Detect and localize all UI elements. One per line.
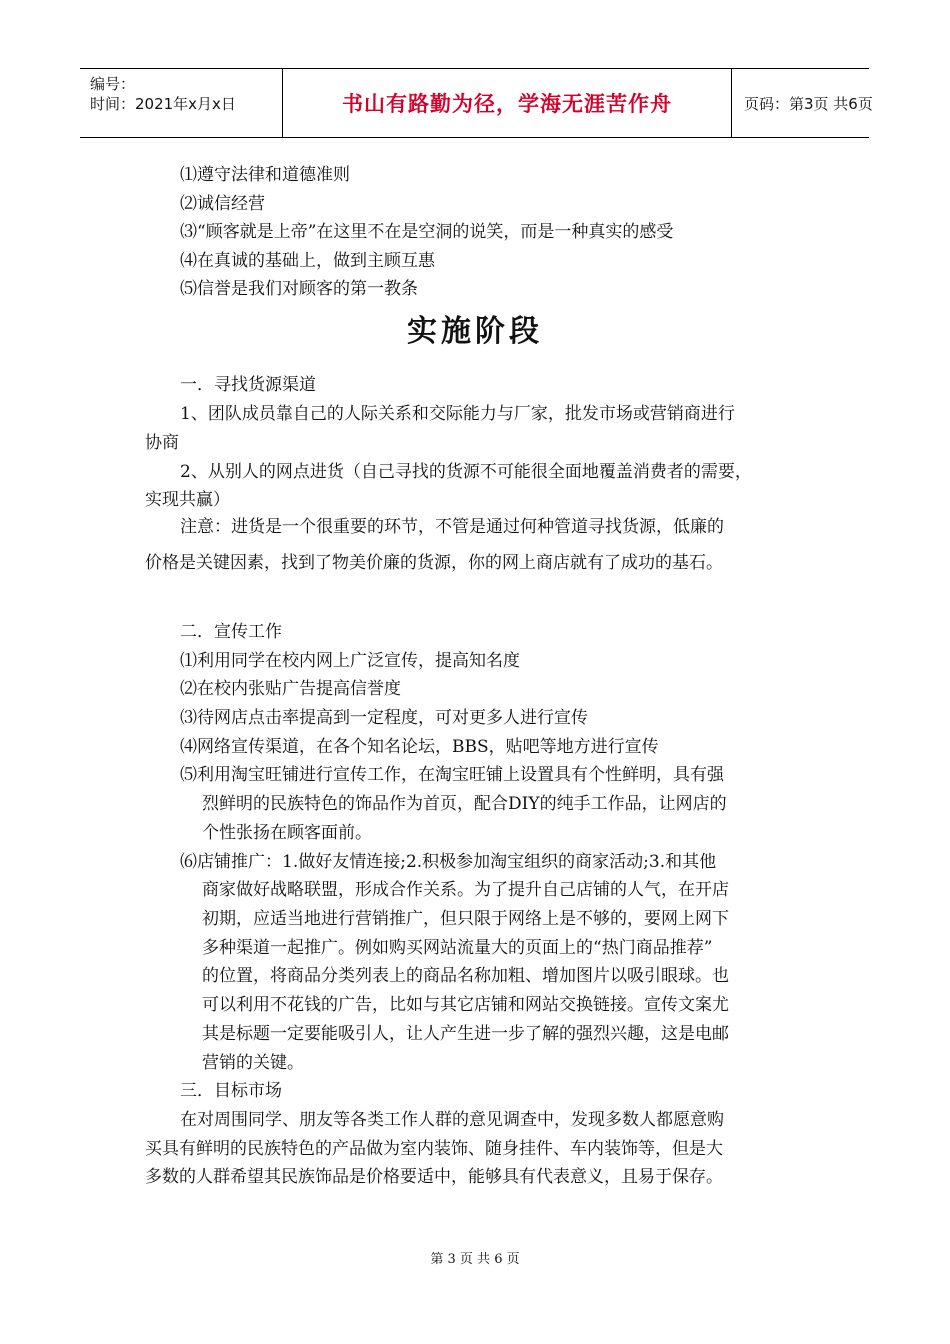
paragraph-line: 多数的人群希望其民族饰品是价格要适中，能够具有代表意义，且易于保存。 [145, 1167, 723, 1187]
principle-item: ⑴遵守法律和道德准则 [180, 165, 350, 185]
paragraph-line: 实现共赢） [145, 490, 230, 510]
list-item-cont: 商家做好战略联盟，形成合作关系。为了提升自己店铺的人气，在开店 [202, 880, 729, 900]
principle-item: ⑵诚信经营 [180, 194, 265, 214]
heading-target-market: 三．目标市场 [180, 1081, 282, 1101]
list-item-cont: 其是标题一定要能吸引人，让人产生进一步了解的强烈兴趣，这是电邮 [202, 1024, 729, 1044]
list-item-cont: 可以利用不花钱的广告，比如与其它店铺和网站交换链接。宣传文案尤 [202, 995, 729, 1015]
list-item-cont: 初期，应适当地进行营销推广，但只限于网络上是不够的，要网上网下 [202, 909, 729, 929]
list-item: ⑴利用同学在校内网上广泛宣传，提高知名度 [180, 651, 520, 671]
header-page-info: 页码：第3页 共6页 [744, 94, 873, 113]
list-item: ⑶待网店点击率提高到一定程度，可对更多人进行宣传 [180, 708, 588, 728]
section-title: 实施阶段 [407, 314, 543, 349]
list-item: ⑸利用淘宝旺铺进行宣传工作，在淘宝旺铺上设置具有个性鲜明，具有强 [180, 765, 724, 785]
paragraph-line: 1、团队成员靠自己的人际关系和交际能力与厂家，批发市场或营销商进行 [180, 404, 735, 424]
list-item-cont: 多种渠道一起推广。例如购买网站流量大的页面上的“热门商品推荐” [202, 938, 713, 958]
note-line: 注意：进货是一个很重要的环节，不管是通过何种管道寻找货源，低廉的 [180, 517, 724, 537]
principle-item: ⑸信誉是我们对顾客的第一教条 [180, 279, 418, 299]
doc-number-label: 编号： [90, 75, 136, 93]
list-item: ⑵在校内张贴广告提高信誉度 [180, 679, 401, 699]
list-item-cont: 的位置，将商品分类列表上的商品名称加粗、增加图片以吸引眼球。也 [202, 966, 729, 986]
list-item: ⑹店铺推广：1.做好友情连接;2.积极参加淘宝组织的商家活动;3.和其他 [180, 852, 717, 872]
heading-sourcing: 一．寻找货源渠道 [180, 375, 316, 395]
paragraph-line: 协商 [145, 433, 179, 453]
heading-promotion: 二．宣传工作 [180, 622, 282, 642]
doc-time-label: 时间：2021年x月x日 [90, 95, 236, 113]
header-motto: 书山有路勤为径，学海无涯苦作舟 [342, 92, 672, 116]
note-line: 价格是关键因素，找到了物美价廉的货源，你的网上商店就有了成功的基石。 [145, 553, 723, 573]
page-header [80, 68, 873, 138]
list-item-cont: 个性张扬在顾客面前。 [202, 823, 372, 843]
list-item-cont: 营销的关键。 [202, 1053, 304, 1073]
list-item: ⑷网络宣传渠道，在各个知名论坛，BBS，贴吧等地方进行宣传 [180, 737, 659, 757]
paragraph-line: 买具有鲜明的民族特色的产品做为室内装饰、随身挂件、车内装饰等，但是大 [145, 1139, 723, 1159]
list-item-cont: 烈鲜明的民族特色的饰品作为首页，配合DIY的纯手工作品，让网店的 [202, 794, 727, 814]
header-meta [80, 69, 282, 137]
page-footer: 第 3 页 共 6 页 [430, 1252, 520, 1267]
principle-item: ⑷在真诚的基础上，做到主顾互惠 [180, 251, 435, 271]
paragraph-line: 2、从别人的网点进货（自己寻找的货源不可能很全面地覆盖消费者的需要， [180, 462, 752, 482]
paragraph-line: 在对周围同学、朋友等各类工作人群的意见调查中，发现多数人都愿意购 [180, 1110, 724, 1130]
principle-item: ⑶“顾客就是上帝”在这里不在是空洞的说笑，而是一种真实的感受 [180, 222, 674, 242]
